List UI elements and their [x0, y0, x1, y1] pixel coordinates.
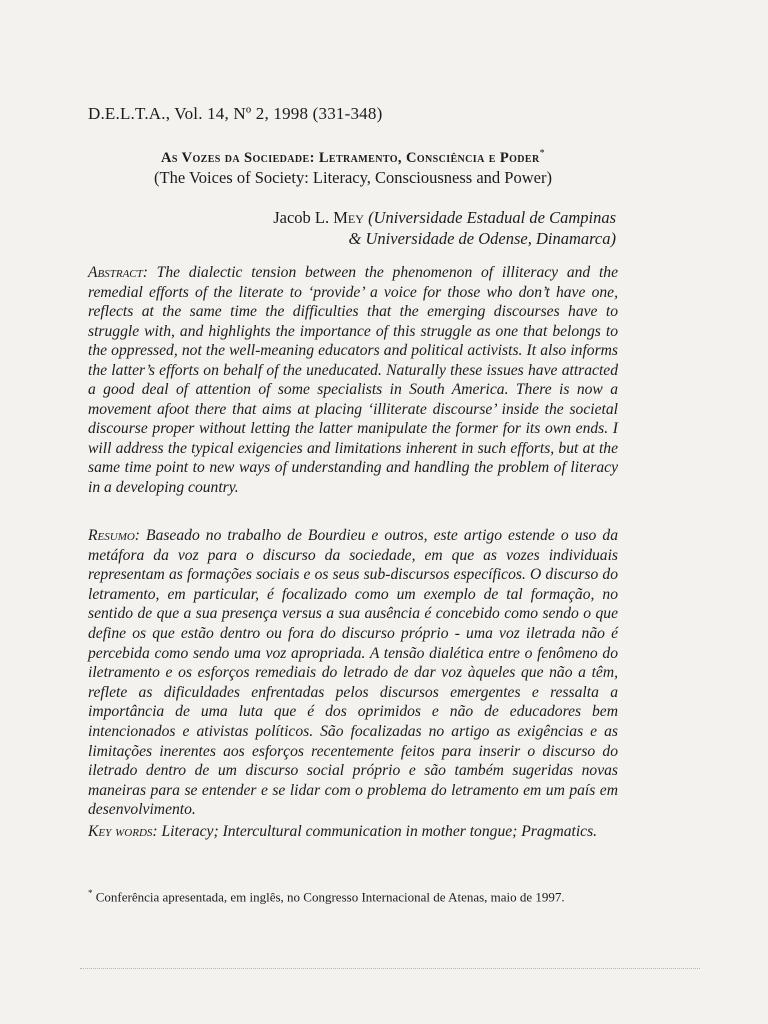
- author-first-name: Jacob L.: [273, 208, 334, 227]
- keywords-label: Key words:: [88, 823, 158, 840]
- author-line: [273, 207, 616, 228]
- footnote: [88, 885, 628, 905]
- footnote-text: Conferência apresentada, em inglês, no Congresso Internacional de Atenas, maio de 1997.: [92, 889, 565, 905]
- keywords-paragraph: [88, 822, 618, 842]
- resumo-paragraph: [88, 526, 618, 820]
- title-block: [88, 148, 618, 188]
- author-last-name: Mey: [333, 208, 364, 227]
- footnote-marker: *: [88, 888, 93, 898]
- keywords-text: Literacy; Intercultural communication in mother tongue; Pragmatics.: [157, 823, 598, 840]
- journal-citation: D.E.L.T.A., Vol. 14, Nº 2, 1998 (331-348): [88, 104, 383, 123]
- abstract-paragraph: [88, 263, 618, 497]
- author-block: [273, 207, 616, 249]
- title-footnote-marker: *: [539, 148, 545, 159]
- article-title-english: (The Voices of Society: Literacy, Consciousness and Power): [154, 167, 552, 187]
- abstract-text: The dialectic tension between the phenomenon of illiteracy and the remedial efforts of the literate to ‘provide’ a voice for those who don’t have one, reflects at the same time the difficulties that the emerging discourses have to struggle with, and highlights the importance of this struggle as one that belongs to the oppressed, not the well-meaning educators and political activists. It also informs the latter’s efforts on behalf of the uneducated. Naturally these issues have attracted a good deal of attention of some specialists in South America. There is now a movement afoot there that aims at placing ‘illiterate discourse’ inside the societal discourse proper without letting the latter manipulate the former for its own ends. I will address the typical exigencies and limitations inherent in such efforts, but at the same time point to new ways of understanding and handling the problem of literacy in a developing country.: [88, 264, 618, 496]
- affiliation-line-2: & Universidade de Odense, Dinamarca): [348, 229, 616, 248]
- abstract-label: Abstract:: [88, 264, 148, 281]
- title-text: As Vozes da Sociedade: Letramento, Consciência e Poder: [160, 149, 540, 166]
- resumo-text: Baseado no trabalho de Bourdieu e outros, este artigo estende o uso da metáfora da voz para o discurso da sociedade, em que as vozes individuais representam as formações sociais e os seus sub-discursos específicos. O discurso do letramento, em particular, é focalizado como um exemplo de tal formação, no sentido de que a sua presença versus a sua ausência é concebido como sendo o que define os que estão dentro ou fora do discurso próprio - uma voz iletrada não é percebida como sendo uma voz apropriada. A tensão dialética entre o fenômeno do iletramento e os esforços remediais do letrado de dar voz àqueles que não a têm, reflete as dificuldades enfrentadas pelos discursos emergentes e ressalta a importância de uma luta que é dos oprimidos e não de educadores bem intencionados e ativistas políticos. São focalizadas no artigo as exigências e as limitações inerentes aos esforços recentemente feitos para inserir o discurso do iletrado dentro de um discurso social próprio e são também sugeridas novas maneiras para se entender e se lidar com o problema do letramento em um país em desenvolvimento.: [88, 527, 618, 819]
- page-bottom-divider: [80, 968, 700, 969]
- article-title-portuguese: [88, 148, 618, 167]
- resumo-label: Resumo:: [88, 527, 140, 544]
- affiliation-line-1: (Universidade Estadual de Campinas: [363, 208, 616, 227]
